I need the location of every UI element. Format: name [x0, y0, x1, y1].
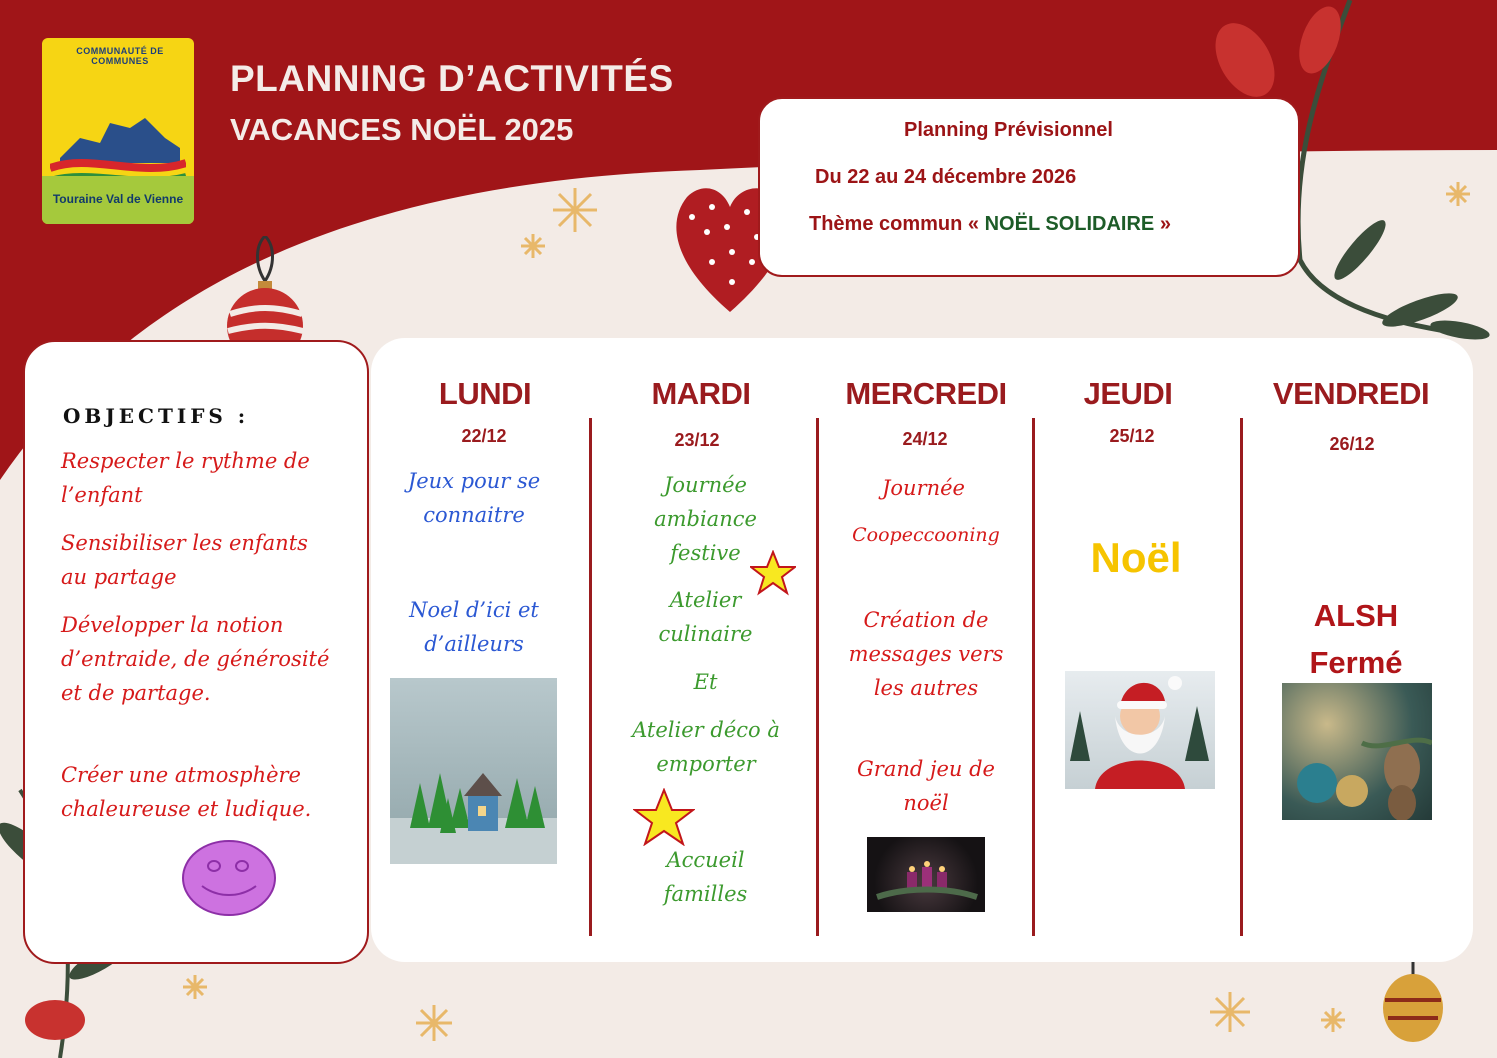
date-thursday: 25/12	[1109, 426, 1155, 446]
activity-tuesday-2: Atelier culinaire	[658, 588, 753, 646]
day-thursday: JEUDI	[1083, 376, 1173, 411]
winter-village-image	[390, 678, 557, 864]
info-planning: Planning Prévisionnel	[904, 119, 1113, 141]
activity-tuesday-1: Journée ambiance festive	[654, 473, 757, 565]
activity-friday-1: ALSH	[1313, 598, 1399, 633]
objective-item: Créer une atmosphère chaleureuse et ludique.	[61, 763, 312, 821]
column-divider	[1240, 418, 1243, 936]
page-subtitle: VACANCES NOËL 2025	[230, 112, 574, 147]
activity-tuesday-3: Et	[693, 670, 718, 694]
christmas-ornaments-image	[1282, 683, 1432, 820]
date-friday: 26/12	[1329, 434, 1375, 454]
logo	[42, 38, 194, 224]
objective-item: Sensibiliser les enfants au partage	[61, 531, 308, 589]
advent-candles-image	[867, 837, 985, 912]
activity-wednesday-2: Coopeccooning	[852, 524, 1000, 546]
week-schedule	[371, 338, 1473, 962]
day-wednesday: MERCREDI	[845, 376, 1007, 411]
star-icon	[633, 788, 695, 846]
activity-wednesday-4: Grand jeu de noël	[857, 757, 995, 815]
column-divider	[816, 418, 819, 936]
date-tuesday: 23/12	[674, 430, 720, 450]
friday-status	[1266, 592, 1446, 686]
activity-tuesday-5: Accueil familles	[663, 848, 748, 906]
info-theme-suffix: »	[1159, 213, 1171, 235]
date-monday: 22/12	[461, 426, 507, 446]
activity-wednesday-3: Création de messages vers les autres	[848, 608, 1004, 700]
info-theme	[809, 213, 1171, 236]
objective-item: Respecter le rythme de l’enfant	[61, 449, 310, 507]
logo-top-text: COMMUNAUTÉ DE COMMUNES	[76, 46, 164, 66]
column-divider	[1032, 418, 1035, 936]
santa-claus-image	[1065, 671, 1215, 789]
day-monday: LUNDI	[438, 376, 532, 411]
objectives-box	[23, 340, 369, 964]
activity-monday-1: Jeux pour se connaitre	[407, 469, 541, 527]
smiley-icon	[180, 838, 278, 918]
info-theme-name: NOËL SOLIDAIRE	[984, 213, 1155, 235]
activity-friday-2: Fermé	[1309, 645, 1403, 680]
objective-item: Développer la notion d’entraide, de générosité et de partage.	[61, 613, 330, 705]
activity-monday-2: Noel d’ici et d’ailleurs	[409, 598, 539, 656]
info-dates: Du 22 au 24 décembre 2026	[815, 166, 1077, 188]
logo-bottom-text: Touraine Val de Vienne	[52, 192, 184, 206]
activity-thursday-1: Noël	[1090, 534, 1182, 581]
objectives-title: OBJECTIFS :	[63, 404, 250, 428]
info-box	[758, 97, 1300, 277]
date-wednesday: 24/12	[902, 429, 948, 449]
page-title: PLANNING D’ACTIVITÉS	[230, 58, 674, 99]
activity-wednesday-1: Journée	[881, 476, 965, 500]
info-theme-prefix: Thème commun «	[809, 213, 980, 235]
day-tuesday: MARDI	[651, 376, 751, 411]
column-divider	[589, 418, 592, 936]
activity-tuesday-4: Atelier déco à emporter	[632, 718, 780, 776]
day-friday: VENDREDI	[1272, 376, 1430, 411]
